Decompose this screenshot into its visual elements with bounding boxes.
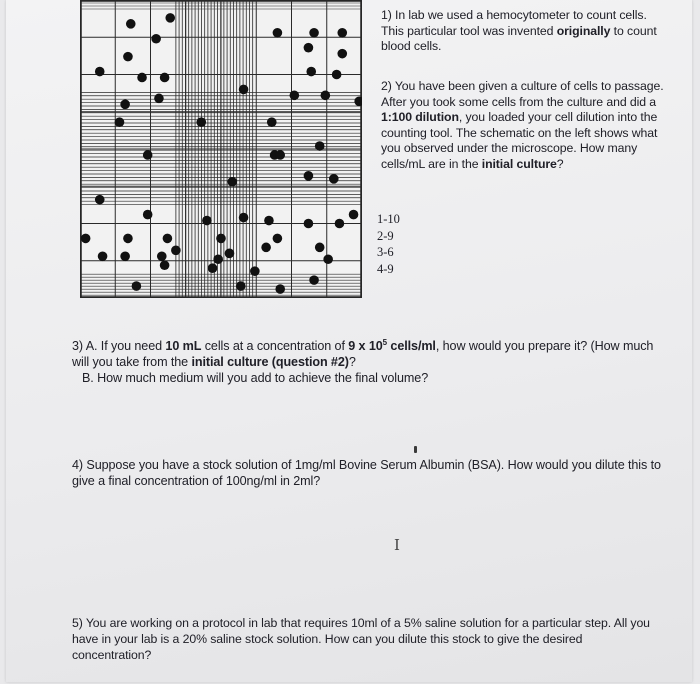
question-2 (381, 79, 671, 172)
cell-dot (315, 141, 325, 151)
cell-dot (227, 177, 237, 187)
q3-text-1: 3) A. If you need (72, 339, 166, 354)
cell-dot (123, 234, 133, 244)
q1-bold: originally (556, 23, 611, 38)
option-4: 4-9 (377, 261, 394, 276)
cell-dot (304, 219, 314, 229)
cell-dot (95, 67, 105, 77)
cell-dot (225, 249, 235, 259)
cell-dot (160, 260, 170, 270)
cell-dot (143, 210, 153, 220)
question-1 (381, 8, 671, 55)
q2-bold-2: initial culture (481, 156, 557, 171)
cell-dot (306, 67, 316, 77)
cell-dot (216, 234, 226, 244)
pen-mark (414, 446, 417, 453)
option-2: 2-9 (377, 228, 394, 243)
text-cursor-icon: I (394, 536, 400, 554)
q1-tail: to count blood cells. (381, 23, 657, 53)
q2-text-3: ? (556, 156, 564, 171)
worksheet-page (6, 0, 692, 682)
cell-dot (309, 275, 319, 285)
q3-text-4: ? (348, 355, 356, 370)
cell-dot (196, 117, 206, 127)
cell-dot (157, 251, 167, 261)
q3-text-3: , how would you prepare it? (How much will you take from the (72, 339, 654, 370)
q2-bold-1: 1:100 dilution (381, 110, 459, 124)
cell-dot (120, 100, 130, 110)
answer-options (377, 211, 400, 277)
question-3a (72, 335, 672, 370)
q3-bold-conc: 9 x 10 (348, 339, 383, 354)
cell-dot (275, 284, 285, 294)
cell-dot (151, 34, 161, 44)
cell-dot (332, 70, 342, 80)
cell-dot (115, 117, 125, 127)
question-5: 5) You are working on a protocol in lab that requires 10ml of a 5% saline solution for a particular step. All you have in your lab is a 20% saline stock solution. How can you dilute this stock to give the desired concentration? (72, 616, 650, 662)
cell-dot (304, 43, 314, 53)
cell-dot (143, 150, 153, 160)
cell-dot (208, 263, 218, 273)
cell-dot (337, 28, 347, 38)
option-3: 3-6 (377, 245, 394, 259)
cell-dot (273, 234, 283, 244)
q2-text-1: 2) You have been given a culture of cells to passage. After you took some cells from the culture and did a (381, 79, 664, 109)
cell-dot (213, 254, 223, 264)
cell-dot (323, 254, 333, 264)
cell-dot (120, 251, 130, 261)
q3-bold-volume: 10 mL (165, 339, 202, 354)
q3-exponent: 5 (382, 338, 388, 347)
cell-dot (202, 216, 212, 226)
cell-dot (309, 28, 319, 38)
cell-dot (123, 52, 133, 62)
cell-dot (154, 94, 164, 104)
q3-text-2: cells at a concentration of (201, 339, 349, 354)
q3-bold-ref: initial culture (question #2) (191, 355, 349, 370)
cell-dot (267, 117, 277, 127)
cell-dot (337, 49, 347, 59)
cell-dot (137, 73, 147, 83)
cell-dot (304, 171, 314, 181)
cell-dot (95, 195, 105, 205)
cell-dot (264, 216, 274, 226)
question-4: 4) Suppose you have a stock solution of 1mg/ml Bovine Serum Albumin (BSA). How would you dilute this to give a final concentration of 100ng/ml in 2ml? (72, 458, 661, 488)
cell-dot (349, 210, 359, 220)
cell-dot (321, 91, 331, 101)
cell-dot (98, 251, 108, 261)
cell-dot (160, 73, 170, 83)
cell-dot (81, 234, 91, 244)
q1-text: 1) In lab we used a hemocytometer to count cells. This particular tool was invented (381, 8, 647, 38)
cell-dot (335, 219, 345, 229)
q3-bold-unit: cells/ml (387, 339, 436, 354)
cell-dot (315, 243, 325, 253)
cell-dot (163, 234, 173, 244)
cell-dot (132, 281, 142, 291)
cell-dot (273, 28, 283, 38)
cell-dot (236, 281, 246, 291)
question-3b: B. How much medium will you add to achieve the final volume? (82, 371, 429, 385)
cell-dot (165, 13, 175, 23)
cell-dot (275, 150, 285, 160)
cell-dot (329, 174, 339, 184)
cell-dot (171, 246, 181, 256)
cell-dot (126, 19, 136, 29)
hemocytometer-grid-schematic (80, 0, 362, 298)
cell-dot (239, 213, 249, 223)
cell-dot (290, 91, 300, 101)
q2-text-2: , you loaded your cell dilution into the counting tool. The schematic on the left shows what you observed under the microscope. How many cells/mL are in the (381, 110, 658, 171)
cell-dot (239, 85, 249, 95)
cell-dot (261, 243, 271, 253)
cell-dot (250, 266, 260, 276)
option-1: 1-10 (377, 212, 400, 226)
